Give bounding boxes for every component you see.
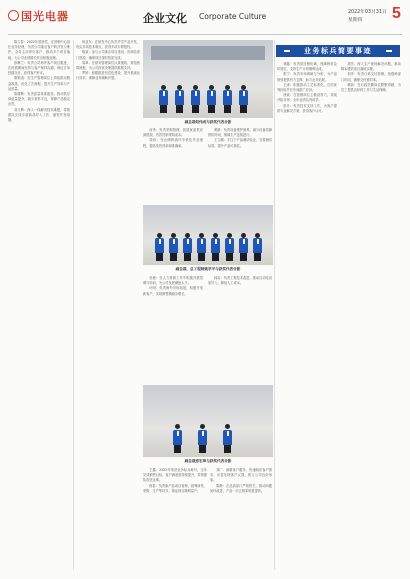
column-divider [274, 40, 275, 570]
article-column-5b [210, 468, 272, 572]
paragraph: 陈锦清：在生产管理岗位上持续推动精益改善，优化工艺流程，提升生产效率与产品质量。 [8, 76, 70, 91]
article-column-3b [208, 128, 272, 203]
section-title-cn: 企业文化 [143, 12, 187, 25]
paragraph: 林娜：负责供应链协调，保障物料及时到位，支持生产计划顺利达成。 [277, 62, 337, 72]
paragraph: 林浩：负责工程技术改进，推动自动化设备导入，降低人工成本。 [208, 276, 272, 286]
paragraph: 王鑫：2022年荣获业务标兵称号，全年完成销售目标，客户满意度持续提升，带领团队攻坚克难。 [143, 468, 207, 483]
photo-caption-middle: 副总裁、总工程师姚学平与获奖代表合影 [175, 267, 241, 271]
paragraph: 胡杰：深入生产现场解决问题，推动降本增效项目落地实施。 [341, 62, 401, 72]
paragraph: 陈耀辉：负责质量体系建设，推动供应商质量提升，减少来料不良，保障产品稳定出货。 [8, 92, 70, 107]
column-divider [73, 40, 74, 570]
paragraph: 王立鹏：专注于产品测试验证，完善测试标准，提升产品可靠性。 [208, 138, 272, 148]
paragraph: 周翠：在财务管理岗位认真细致，规范核算流程，为公司经营决策提供数据支持。 [76, 60, 140, 71]
brand-logo [8, 8, 69, 24]
feature-title: 业务标兵简要事迹 [276, 45, 400, 57]
paragraph: 彭琳兰：负责公司海外客户项目跟进，在疫情期间坚持与客户保持沟通，保证订单按期交付，获得客户好评。 [8, 60, 70, 76]
edition-number: 5 [392, 5, 401, 22]
paragraph: 陈静：在品质部门严格把关，推动问题闭环改善，产品一次合格率明显提高。 [210, 483, 272, 493]
photo-caption-bottom: 副总裁邢宏坤与获奖代表合影 [184, 459, 232, 463]
group-photo-middle [143, 205, 273, 265]
paragraph: 杨亚东：在研发中心负责声学产品开发，攻克多项技术难点，获得多项专利授权。 [76, 40, 140, 50]
paragraph: 陈斌：参与公司重点项目建设，协调各部门资源，确保项目按时按质完成。 [76, 50, 140, 60]
paragraph: 蒋春：负责新产品项目管理，统筹研发、采购、生产等环节，保证项目顺利量产。 [143, 483, 207, 493]
paragraph: 徐欢：在营销岗位上勤奋努力，持续开拓市场，全年业绩名列前茅。 [277, 93, 337, 103]
paragraph: 刘洋：负责订单交付管理，加强跨部门协同，确保交付准时率。 [341, 72, 401, 82]
paragraph: 刘文辉：深入一线解决技术难题，带领团队完成多款新品导入工作，缩短开发周期。 [8, 107, 70, 123]
section-title-en: Corporate Culture [199, 12, 267, 21]
article-column-5a [143, 468, 207, 572]
paragraph: 周伟：在仓储物流环节优化作业流程，提高发货效率和准确率。 [143, 138, 203, 148]
article-column-6b [341, 62, 401, 567]
paragraph: 罗婷：积极推进信息化建设，提升系统运行效率，保障业务顺畅开展。 [76, 71, 140, 81]
photo-caption-top: 副总裁何伟成与获奖代表合影 [184, 120, 232, 124]
edition-label: 星期四 [348, 18, 363, 23]
paragraph: 何秀：负责采购管理，拓展优质供应商资源，有效控制采购成本。 [143, 128, 203, 138]
paragraph: 陈立春：2022年度获奖，在营销中心担任业务经理，负责公司重点客户的开发与维护。全年主动拜访客户，推动多个项目落地，为公司业绩增长作出积极贡献。 [8, 40, 70, 60]
paragraph: 王涛：积极推动工艺标准化，总结优秀经验并在车间推广应用。 [277, 82, 337, 93]
group-photo-bottom [143, 385, 273, 457]
article-column-2 [76, 40, 140, 570]
paragraph: 叶明：负责海外市场拓展，积极开发新客户，实现销售额稳步增长。 [143, 286, 203, 296]
article-column-4a [143, 276, 203, 376]
paragraph: 彭冬：负责技术支持工作，为客户提供专业解决方案，获得客户认可。 [277, 103, 337, 113]
brand-name: 国光电器 [21, 10, 69, 23]
paragraph: 吴俊：在人力资源工作中积极开展招聘与培训，为公司发展储备人才。 [143, 276, 203, 286]
article-column-4b [208, 276, 272, 376]
article-column-6a [277, 62, 337, 567]
masthead [0, 0, 410, 34]
issue-date: 2022年03月31日 [348, 10, 387, 15]
header-rule [8, 34, 402, 35]
paragraph: 黄镇：负责设备维护保养，减少设备故障停机时间，保障生产连续进行。 [208, 128, 272, 138]
paragraph: 张宁：负责市场调研与分析，为产品规划提供有力支撑，助力业务拓展。 [277, 72, 337, 82]
logo-icon [8, 10, 19, 21]
group-photo-top [143, 40, 273, 118]
article-column-3a [143, 128, 203, 203]
paragraph: 刘广：深耕客户服务，快速响应客户需求，妥善处理客户反馈，树立公司良好形象。 [210, 468, 272, 483]
article-column-1 [8, 40, 70, 570]
paragraph: 黄丽：在行政后勤岗位默默奉献，为员工提供良好的工作与生活保障。 [341, 82, 401, 93]
